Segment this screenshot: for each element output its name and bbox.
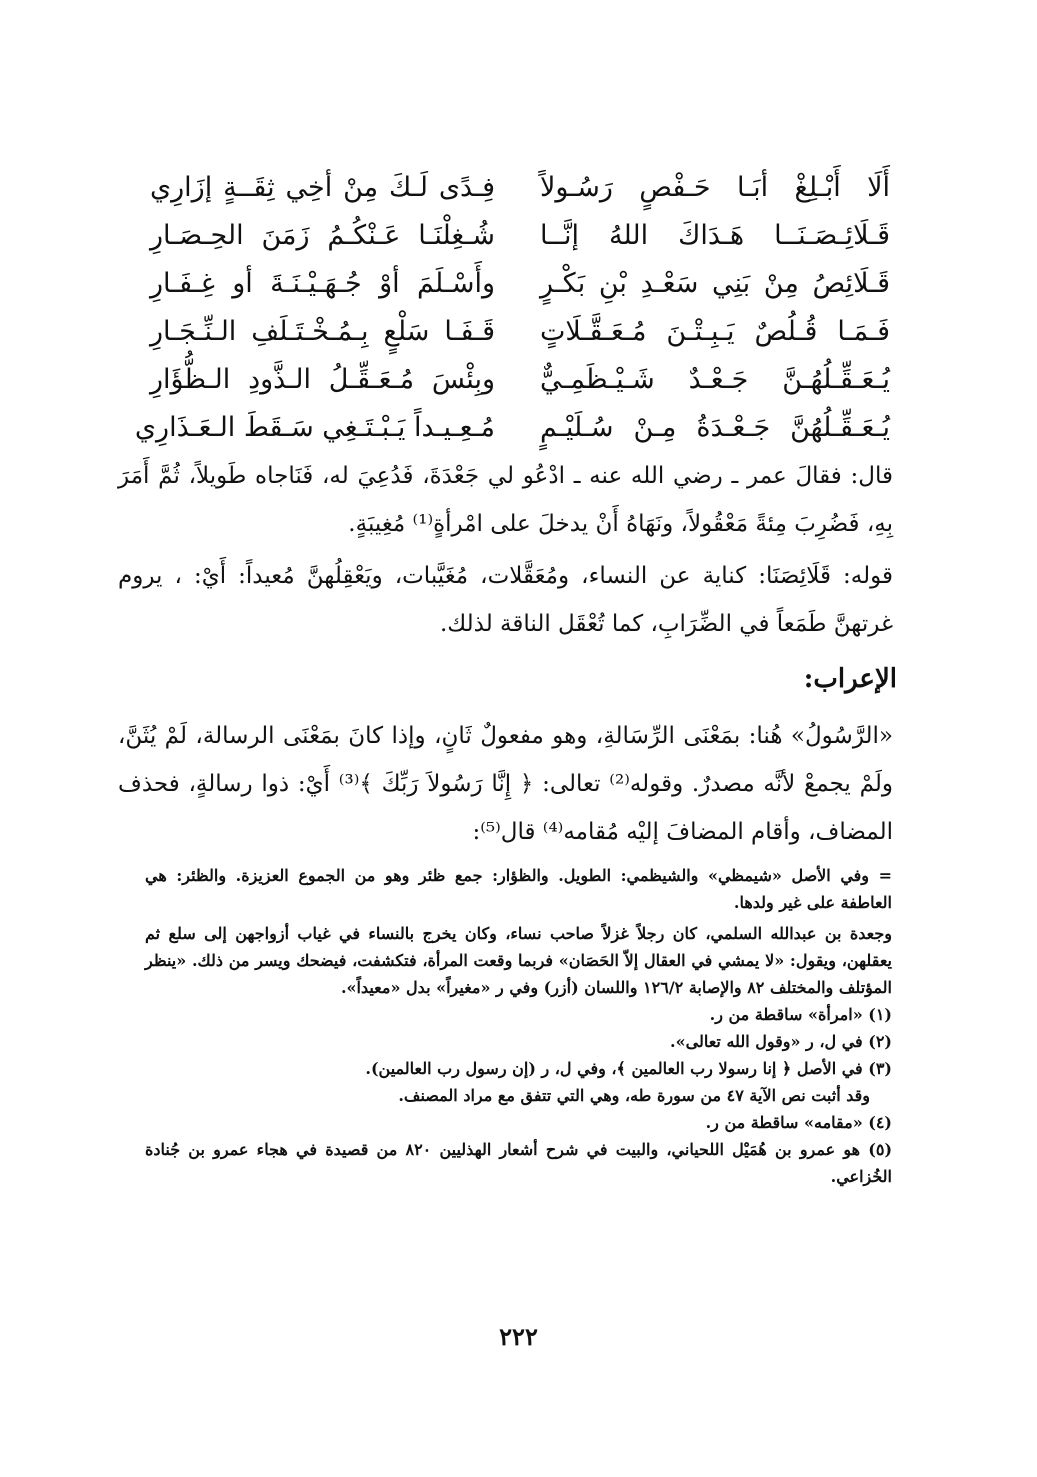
verse-first-hemistich: يُـعَـقِّـلُهُنَّ جَـعْـدَةُ مِـنْ سُـلَيْـمٍ	[540, 412, 890, 443]
verse-first-hemistich: قَـلَائِصُ مِنْ بَنِي سَعْـدِ بْنِ بَكْـرٍ	[540, 268, 890, 299]
poem-verse	[150, 264, 890, 312]
verse-second-hemistich: وأَسْـلَمَ أوْ جُـهَـيْـنَـةَ أو غِـفَـارِ	[150, 268, 495, 299]
footnote-3: (٣) في الأصل ﴿ إنا رسولا رب العالمين ﴾، وفي ل، ر (إن رسول رب العالمين).	[365, 1059, 892, 1078]
footnote-3-continued: وقد أثبت نص الآية ٤٧ من سورة طه، وهي التي تتفق مع مراد المصنف.	[398, 1086, 870, 1105]
poem-verse	[150, 360, 890, 408]
poem-verse	[134, 408, 890, 456]
verse-first-hemistich: أَلَا أَبْـلِغْ أبَـا حَـفْصٍ رَسُـولاً	[540, 172, 890, 203]
footnote-1: (١) «امرأة» ساقطة من ر.	[709, 1005, 892, 1024]
footnote-5: (٥) هو عمرو بن هُمَيْل اللحياني، والبيت في شرح أشعار الهذليين ٨٢٠ من قصيدة في هجاء عمرو بن جُنادة الخُزاعي.	[145, 1140, 893, 1186]
footnote-4: (٤) «مقامه» ساقطة من ر.	[705, 1113, 892, 1132]
poem	[134, 168, 890, 456]
footnote-continued: = وفي الأصل «شيمظي» والشيظمي: الطويل. والظؤار: جمع ظئر وهو من الجموع العزيزة. والظئر: هي العاطفة على غير ولدها.	[145, 866, 892, 912]
paragraph-irab: «الرَّسُولُ» هُنا: بمَعْنَى الرِّسَالةِ، وهو مفعولٌ ثَانٍ، وإذا كانَ بمَعْنَى الرسالة، لَمْ يُثَنَّ، ولَمْ يجمعْ لأنَّه مصدرٌ. وقوله⁽²⁾ تعالى: ﴿ إِنَّا رَسُولاَ رَبِّكَ ﴾⁽³⁾ أَيْ: ذوا رسالةٍ، فحذف المضاف، وأقام المضافَ إليْه مُقامه⁽⁴⁾ قال⁽⁵⁾:	[118, 723, 893, 845]
page-number: ٢٢٢	[499, 1322, 538, 1351]
poem-verse	[150, 168, 890, 216]
verse-first-hemistich: يُـعَـقِّـلُهُـنَّ جَـعْـدٌ شَـيْـظَمِـيٌّ	[540, 364, 890, 395]
paragraph-explanation: قوله: قَلَائِصَنَا: كناية عن النساء، ومُعَقَّلات، مُغَيَّبات، ويَعْقِلُهنَّ مُعيداً: أَيْ: ، يروم غرتهنَّ طَمَعاً في الضِّرَابِ، كما تُعْقَل الناقة لذلك.	[118, 563, 893, 637]
verse-second-hemistich: شُـغِلْنَـا عَـنْكُـمُ زَمَنَ الحِـصَـارِ	[150, 220, 495, 251]
verse-first-hemistich: قَـلَائِـصَـنَــا هَـدَاكَ اللهُ إنَّــا	[540, 220, 890, 251]
section-heading-irab: الإعراب:	[803, 664, 897, 694]
poem-verse	[150, 312, 890, 360]
verse-second-hemistich: مُـعِـيـداً يَـبْـتَـغِي سَـقَطَ الـعَـذَارِي	[134, 412, 495, 443]
footnote-jaada: وجعدة بن عبدالله السلمي، كان رجلاً غزلاً صاحب نساء، وكان يخرج بالنساء في غياب أزواجهن إلى سلع ثم يعقلهن، ويقول: «لا يمشي في العقال إلاّ الحَصَان» فربما وقعت المرأة، فتكشفت، فيضحك ويسر من ذلك. «ينظر المؤتلف والمختلف ٨٢ والإصابة ١٢٦/٢ واللسان (أزر) وفي ر «مغيراً» بدل «معيداً».	[145, 924, 892, 997]
verse-second-hemistich: قَـفَـا سَلْعٍ بِـمُـخْـتَـلَفِ الـنِّـجَـارِ	[150, 316, 495, 347]
verse-second-hemistich: وبِئْسَ مُـعَـقِّـلُ الـذَّودِ الـظُّؤَارِ	[150, 364, 495, 395]
verse-second-hemistich: فِـدًى لَـكَ مِنْ أخِي ثِقَــةٍ إزَارِي	[150, 172, 495, 203]
footnote-2: (٢) في ل، ر «وقول الله تعالى».	[670, 1032, 892, 1051]
paragraph-umar: قال: فقالَ عمر ـ رضي الله عنه ـ ادْعُو لي جَعْدَةَ، فَدُعِيَ له، فَنَاجاه طَويلاً، ثُمَّ أَمَرَ بِهِ، فَضُرِبَ مِئةً مَعْقُولاً، ونَهَاهُ أَنْ يدخلَ على امْرأةٍ⁽¹⁾ مُغِيبَةٍ.	[118, 463, 893, 537]
verse-first-hemistich: فَـمَـا قُـلُصٌ يَـبِـتْـنَ مُـعَـقَّـلَاتٍ	[540, 316, 890, 347]
footnotes	[145, 862, 892, 1190]
poem-verse	[150, 216, 890, 264]
